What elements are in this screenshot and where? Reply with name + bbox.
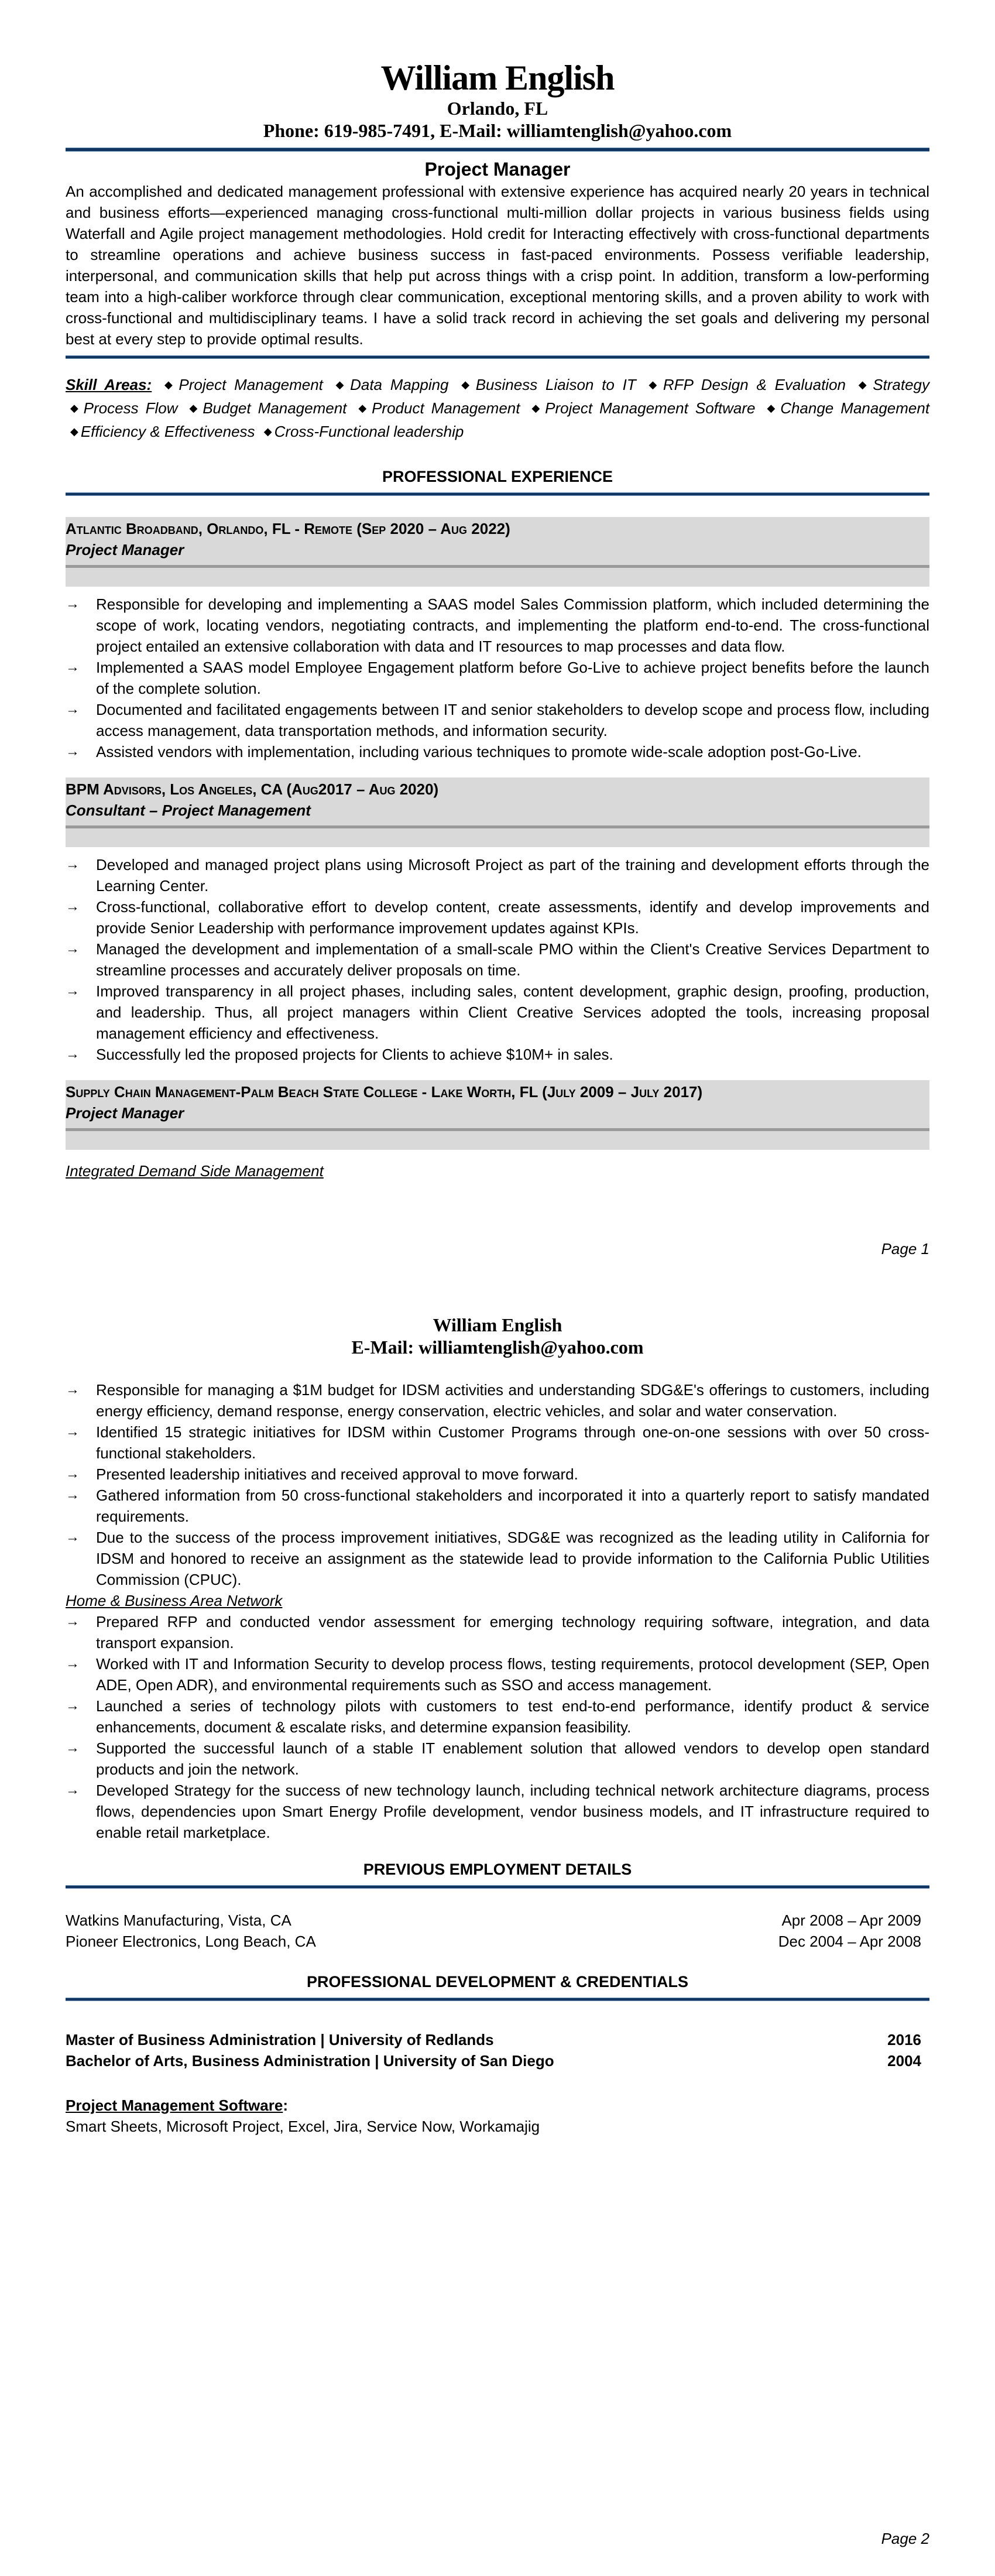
job-header-palm-beach-state-college xyxy=(66,1080,929,1150)
education-row xyxy=(66,2050,929,2071)
degree: Master of Business Administration | University of Redlands xyxy=(66,2031,494,2049)
candidate-name: William English xyxy=(380,59,615,97)
job-header-bpm-advisors xyxy=(66,777,929,847)
diamond-bullet-icon: ◆ xyxy=(531,402,543,414)
skill-item: ◆ Process Flow xyxy=(70,399,178,417)
list-item: → Responsible for developing and implementing a SAAS model Sales Commission platform, which included determining the scope of work, locating vendors, negotiating contracts, and implementing the platform end-to-end. The cross-functional project entailed an extensive collaboration with data and IT resources to map processes and data flow. xyxy=(66,594,929,657)
arrow-bullet-icon: → xyxy=(66,857,80,872)
software-label: Project Management Software: xyxy=(66,2097,288,2114)
previous-dates: Dec 2004 – Apr 2008 xyxy=(778,1933,921,1950)
list-item: → Assisted vendors with implementation, including various techniques to promote wide-scale adoption post-Go-Live. xyxy=(66,741,929,762)
list-item: → Launched a series of technology pilots with customers to test end-to-end performance, identify product & service enhancements, document & escalate risks, and determine expansion feasibility. xyxy=(66,1695,929,1738)
arrow-bullet-icon: → xyxy=(66,1656,80,1671)
summary-divider xyxy=(66,355,929,359)
skill-item: ◆ Product Management xyxy=(358,399,520,417)
subsection-heading-idsm: Integrated Demand Side Management xyxy=(66,1162,324,1180)
previous-dates: Apr 2008 – Apr 2009 xyxy=(781,1912,921,1929)
han-bullets xyxy=(66,1611,929,1843)
arrow-bullet-icon: → xyxy=(66,659,80,675)
job-position: Consultant – Project Management xyxy=(66,801,311,819)
section-divider xyxy=(66,492,929,496)
job-company: Atlantic Broadband, Orlando, FL - Remote (Sep 2020 – Aug 2022) xyxy=(66,520,510,537)
skill-item: ◆ Efficiency & Effectiveness xyxy=(70,423,255,440)
section-divider xyxy=(66,1885,929,1889)
degree-year: 2004 xyxy=(887,2052,921,2070)
summary-paragraph: An accomplished and dedicated management professional with extensive experience has acquired nearly 20 years in technical and business efforts—experienced managing cross-functional multi-million dollar projects in various business fields using Waterfall and Agile project management methodologies. Hold credit for Interacting effectively with cross-functional departments to streamline operations and achieve business success in fast-paced environments. Possess verifiable leadership, interpersonal, and communication skills that help put across things with a crisp point. In addition, transform a low-performing team into a high-caliber workforce through clear communication, exceptional mentoring skills, and a proven ability to work with cross-functional and multidisciplinary teams. I have a solid track record in achieving the set goals and delivering my personal best at every step to provide optimal results. xyxy=(66,183,929,348)
previous-employment-row xyxy=(66,1910,929,1931)
skill-item: ◆ Business Liaison to IT xyxy=(461,376,636,393)
skill-item: ◆ Change Management xyxy=(767,399,930,417)
list-item: → Implemented a SAAS model Employee Engagement platform before Go-Live to achieve project benefits before the launch of the complete solution. xyxy=(66,657,929,699)
page-2 xyxy=(0,1282,995,2576)
arrow-bullet-icon: → xyxy=(66,1487,80,1503)
list-item: → Identified 15 strategic initiatives for IDSM within Customer Programs through one-on-one sessions with over 50 cross-functional stakeholders. xyxy=(66,1421,929,1464)
job-company: BPM Advisors, Los Angeles, CA (Aug2017 – Aug 2020) xyxy=(66,780,439,798)
diamond-bullet-icon: ◆ xyxy=(263,426,272,437)
diamond-bullet-icon: ◆ xyxy=(164,379,177,390)
skill-areas-label: Skill Areas: xyxy=(66,376,152,393)
skill-item: ◆ Strategy xyxy=(858,376,930,393)
skill-item: ◆ RFP Design & Evaluation xyxy=(649,376,846,393)
page-1 xyxy=(0,0,995,1282)
degree-year: 2016 xyxy=(887,2031,921,2049)
skill-areas xyxy=(66,374,929,444)
diamond-bullet-icon: ◆ xyxy=(335,379,348,390)
job-position: Project Manager xyxy=(66,541,184,559)
candidate-location: Orlando, FL xyxy=(447,98,548,119)
arrow-bullet-icon: → xyxy=(66,1466,80,1482)
arrow-bullet-icon: → xyxy=(66,701,80,717)
job-position: Project Manager xyxy=(66,1104,184,1122)
arrow-bullet-icon: → xyxy=(66,983,80,999)
list-item: → Presented leadership initiatives and received approval to move forward. xyxy=(66,1464,929,1485)
diamond-bullet-icon: ◆ xyxy=(189,402,201,414)
job-company: Supply Chain Management-Palm Beach State College - Lake Worth, FL (July 2009 – July 2017) xyxy=(66,1083,703,1101)
arrow-bullet-icon: → xyxy=(66,1046,80,1062)
previous-company: Pioneer Electronics, Long Beach, CA xyxy=(66,1933,316,1950)
page-number: Page 1 xyxy=(881,1240,929,1258)
target-role-title: Project Manager xyxy=(424,159,571,180)
diamond-bullet-icon: ◆ xyxy=(461,379,474,390)
diamond-bullet-icon: ◆ xyxy=(358,402,370,414)
software-list: Smart Sheets, Microsoft Project, Excel, Jira, Service Now, Workamajig xyxy=(66,2118,540,2135)
arrow-bullet-icon: → xyxy=(66,899,80,914)
arrow-bullet-icon: → xyxy=(66,1382,80,1397)
list-item: → Documented and facilitated engagements between IT and senior stakeholders to develop scope and process flow, including access management, data transportation methods, and information security. xyxy=(66,699,929,741)
job-header-atlantic-broadband xyxy=(66,517,929,587)
arrow-bullet-icon: → xyxy=(66,744,80,759)
diamond-bullet-icon: ◆ xyxy=(858,379,871,390)
arrow-bullet-icon: → xyxy=(66,1782,80,1798)
subsection-heading-han: Home & Business Area Network xyxy=(66,1592,283,1609)
list-item: → Developed Strategy for the success of new technology launch, including technical network architecture diagrams, process flows, dependencies upon Smart Energy Profile development, vendor business models, and IT infrastructure required to enable retail marketplace. xyxy=(66,1780,929,1843)
diamond-bullet-icon: ◆ xyxy=(70,402,81,414)
list-item: → Responsible for managing a $1M budget for IDSM activities and understanding SDG&E's offerings to customers, including energy efficiency, demand response, energy conservation, electric vehicles, and solar and water conservation. xyxy=(66,1379,929,1421)
header-divider xyxy=(66,148,929,152)
list-item: → Supported the successful launch of a stable IT enablement solution that allowed vendors to develop open standard products and join the network. xyxy=(66,1738,929,1780)
section-heading-previous-employment: PREVIOUS EMPLOYMENT DETAILS xyxy=(363,1861,632,1878)
list-item: → Managed the development and implementation of a small-scale PMO within the Client's Creative Services Department to streamline processes and accurately deliver proposals on time. xyxy=(66,938,929,981)
skill-item: ◆ Data Mapping xyxy=(335,376,449,393)
list-item: → Cross-functional, collaborative effort to develop content, create assessments, identify and develop improvements and provide Senior Leadership with performance improvement updates against KPIs. xyxy=(66,896,929,938)
diamond-bullet-icon: ◆ xyxy=(649,379,661,390)
diamond-bullet-icon: ◆ xyxy=(767,402,778,414)
job-bullets xyxy=(66,594,929,762)
skill-item: ◆ Project Management Software xyxy=(531,399,756,417)
skill-item: ◆ Budget Management xyxy=(189,399,347,417)
arrow-bullet-icon: → xyxy=(66,596,80,612)
arrow-bullet-icon: → xyxy=(66,1614,80,1629)
previous-employment-list xyxy=(66,1910,929,1952)
page2-email: E-Mail: williamtenglish@yahoo.com xyxy=(351,1337,644,1358)
list-item: → Improved transparency in all project phases, including sales, content development, graphic design, proofing, production, and leadership. Thus, all project managers within Client Creative Services adopted the tools, increasing proposal management efficiency and effectiveness. xyxy=(66,981,929,1044)
section-divider xyxy=(66,1998,929,2001)
section-heading-experience: PROFESSIONAL EXPERIENCE xyxy=(382,468,613,485)
skill-item: ◆ Project Management xyxy=(164,376,323,393)
page2-candidate-name: William English xyxy=(433,1314,562,1335)
diamond-bullet-icon: ◆ xyxy=(70,426,78,437)
contact-line: Phone: 619-985-7491, E-Mail: williamtenglish@yahoo.com xyxy=(263,120,732,141)
arrow-bullet-icon: → xyxy=(66,1529,80,1545)
arrow-bullet-icon: → xyxy=(66,1740,80,1756)
idsm-bullets xyxy=(66,1379,929,1590)
arrow-bullet-icon: → xyxy=(66,941,80,957)
job-bullets xyxy=(66,854,929,1065)
page-number: Page 2 xyxy=(881,2530,929,2547)
education-list xyxy=(66,2029,929,2071)
previous-company: Watkins Manufacturing, Vista, CA xyxy=(66,1912,291,1929)
previous-employment-row xyxy=(66,1931,929,1952)
list-item: → Worked with IT and Information Security to develop process flows, testing requirements, protocol development (SEP, Open ADE, Open ADR), and environmental requirements such as SSO and access management. xyxy=(66,1653,929,1695)
list-item: → Successfully led the proposed projects for Clients to achieve $10M+ in sales. xyxy=(66,1044,929,1065)
section-heading-credentials: PROFESSIONAL DEVELOPMENT & CREDENTIALS xyxy=(306,1973,689,1991)
arrow-bullet-icon: → xyxy=(66,1424,80,1440)
degree: Bachelor of Arts, Business Administration | University of San Diego xyxy=(66,2052,554,2070)
education-row xyxy=(66,2029,929,2050)
list-item: → Prepared RFP and conducted vendor assessment for emerging technology requiring software, integration, and data transport expansion. xyxy=(66,1611,929,1653)
skill-item: ◆ Cross-Functional leadership xyxy=(263,423,464,440)
list-item: → Gathered information from 50 cross-functional stakeholders and incorporated it into a quarterly report to satisfy mandated requirements. xyxy=(66,1485,929,1527)
list-item: → Developed and managed project plans using Microsoft Project as part of the training and development efforts through the Learning Center. xyxy=(66,854,929,896)
list-item: → Due to the success of the process improvement initiatives, SDG&E was recognized as the leading utility in California for IDSM and honored to receive an assignment as the statewide lead to provide information to the California Public Utilities Commission (CPUC). xyxy=(66,1527,929,1590)
arrow-bullet-icon: → xyxy=(66,1698,80,1714)
